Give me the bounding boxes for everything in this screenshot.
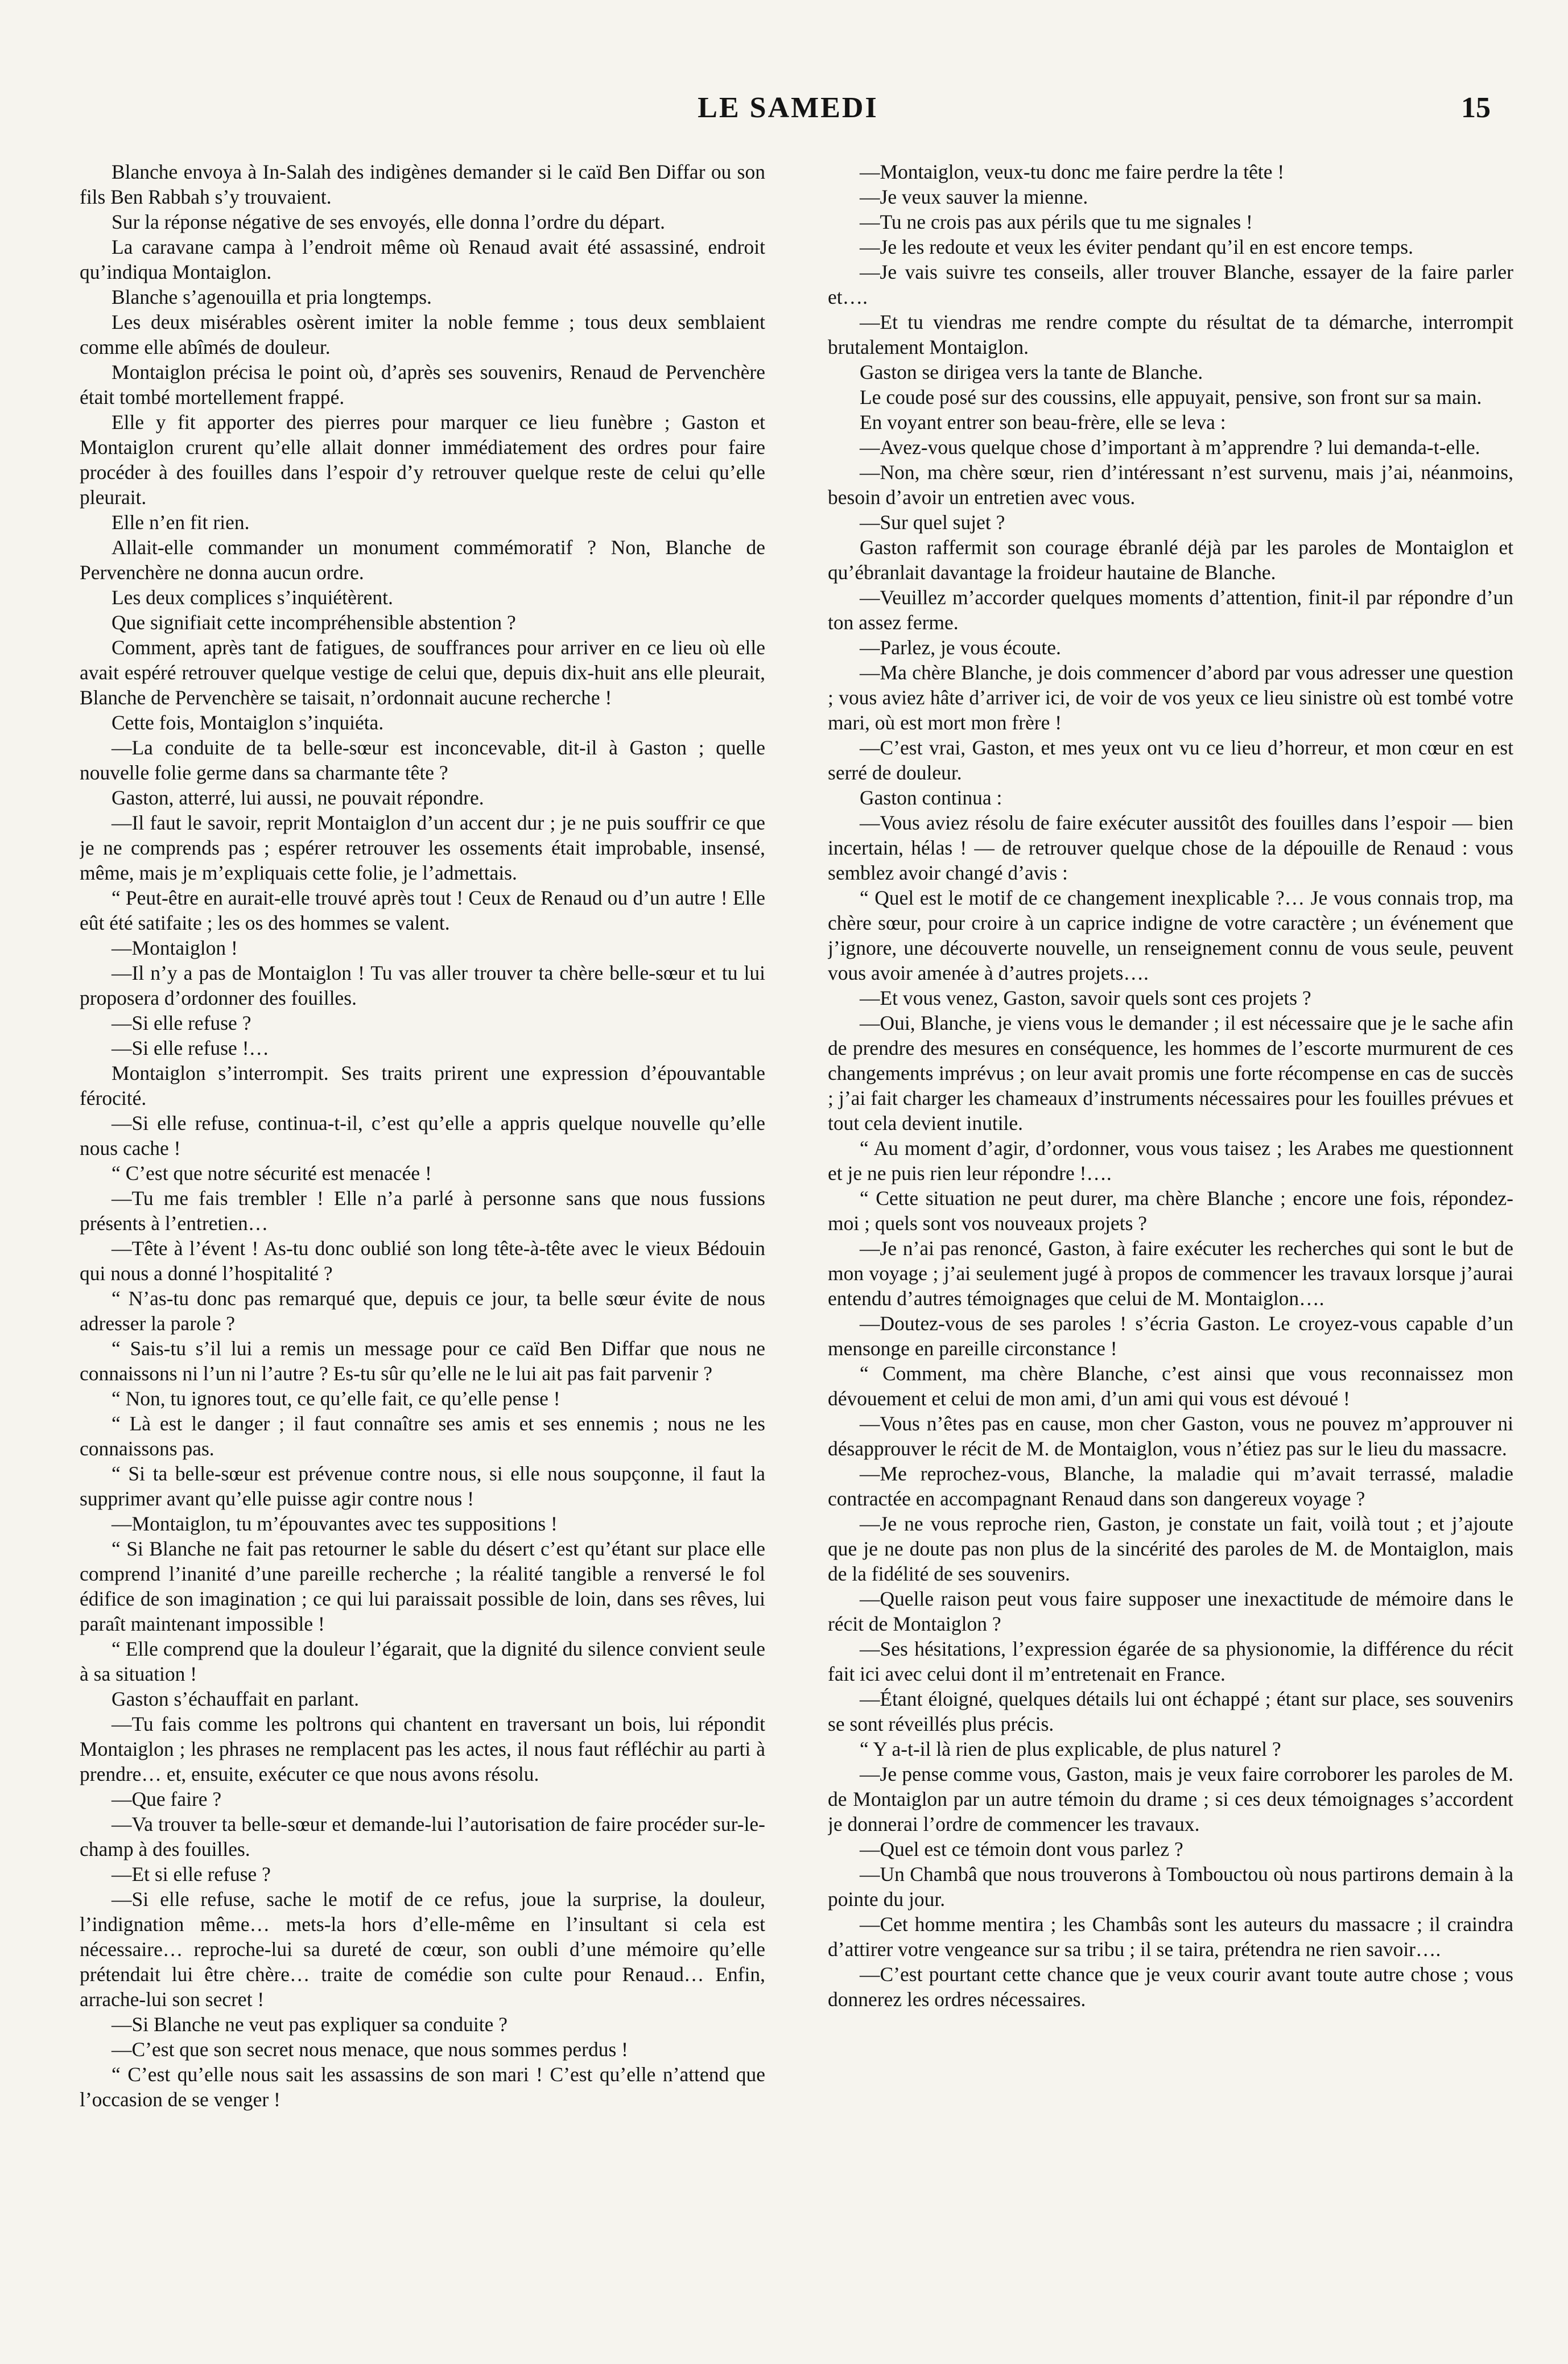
- paragraph: —Étant éloigné, quelques détails lui ont échappé ; étant sur place, ses souvenirs se sont réveillés plus précis.: [828, 1688, 1513, 1735]
- paragraph: “ Y a-t-il là rien de plus explicable, de plus naturel ?: [860, 1738, 1281, 1760]
- paragraph: Blanche envoya à In-Salah des indigènes demander si le caïd Ben Diffar ou son fils Ben Rabbah s’y trouvaient.: [80, 160, 765, 208]
- paragraph: —Je veux sauver la mienne.: [860, 185, 1088, 208]
- page-number: 15: [1461, 92, 1491, 124]
- paragraph: “ C’est qu’elle nous sait les assassins de son mari ! C’est qu’elle n’attend que l’occasion de se venger !: [80, 2063, 765, 2111]
- paragraph: “ Là est le danger ; il faut connaître ses amis et ses ennemis ; nous ne les connaissons pas.: [80, 1412, 765, 1460]
- paragraph: —Que faire ?: [112, 1788, 222, 1810]
- paragraph: —Vous n’êtes pas en cause, mon cher Gaston, vous ne pouvez m’approuver ni désapprouver le récit de M. de Montaiglon, vous n’étiez pas sur le lieu du massacre.: [828, 1412, 1513, 1460]
- paragraph: —Et tu viendras me rendre compte du résultat de ta démarche, interrompit brutalement Montaiglon.: [828, 311, 1513, 358]
- paragraph: —Si Blanche ne veut pas expliquer sa conduite ?: [112, 2013, 507, 2036]
- paragraph: Comment, après tant de fatigues, de souffrances pour arriver en ce lieu où elle avait espéré retrouver quelque vestige de celui que, depuis dix-huit ans elle pleurait, Blanche de Pervenchère se taisait, n’ordonnait aucune recherche !: [80, 636, 765, 709]
- paragraph: —Je pense comme vous, Gaston, mais je veux faire corroborer les paroles de M. de Montaiglon par un autre témoin du drame ; si ces deux témoignages s’accordent je donnerai l’ordre de commencer les travaux.: [828, 1763, 1513, 1835]
- paragraph: —Je n’ai pas renoncé, Gaston, à faire exécuter les recherches qui sont le but de mon voyage ; j’ai seulement jugé à propos de commencer les travaux lorsque j’aurai entendu d’autres témoignages que celui de M. Montaiglon….: [828, 1237, 1513, 1310]
- paragraph: Sur la réponse négative de ses envoyés, elle donna l’ordre du départ.: [112, 211, 665, 233]
- paragraph: —Ma chère Blanche, je dois commencer d’abord par vous adresser une question ; vous aviez hâte d’arriver ici, de voir de vos yeux ce lieu sinistre où est tombé votre mari, où est mort mon frère !: [828, 661, 1513, 734]
- paragraph: —Un Chambâ que nous trouverons à Tombouctou où nous partirons demain à la pointe du jour.: [828, 1863, 1513, 1911]
- right-text-column: [828, 159, 1513, 2310]
- paragraph: Montaiglon s’interrompit. Ses traits prirent une expression d’épouvantable férocité.: [80, 1062, 765, 1109]
- paragraph: “ C’est que notre sécurité est menacée !: [112, 1162, 432, 1185]
- running-title: LE SAMEDI: [698, 92, 878, 124]
- paragraph: —Quel est ce témoin dont vous parlez ?: [860, 1838, 1183, 1860]
- paragraph: Elle y fit apporter des pierres pour marquer ce lieu funèbre ; Gaston et Montaiglon crurent qu’elle allait donner immédiatement des ordres pour faire procéder à des fouilles dans l’espoir d’y retrouver quelque reste de celui qu’elle pleurait.: [80, 411, 765, 509]
- paragraph: —C’est pourtant cette chance que je veux courir avant toute autre chose ; vous donnerez les ordres nécessaires.: [828, 1963, 1513, 2011]
- paragraph: —Tu ne crois pas aux périls que tu me signales !: [860, 211, 1253, 233]
- paragraph: Le coude posé sur des coussins, elle appuyait, pensive, son front sur sa main.: [860, 386, 1482, 409]
- paragraph: “ Sais-tu s’il lui a remis un message pour ce caïd Ben Diffar que nous ne connaissons ni l’un ni l’autre ? Es-tu sûr qu’elle ne le lui ait pas fait parvenir ?: [80, 1337, 765, 1385]
- paragraph: —Tu me fais trembler ! Elle n’a parlé à personne sans que nous fussions présents à l’entretien…: [80, 1187, 765, 1235]
- paragraph: —Sur quel sujet ?: [860, 511, 1005, 534]
- paragraph: “ Elle comprend que la douleur l’égarait, que la dignité du silence convient seule à sa situation !: [80, 1637, 765, 1685]
- paragraph: “ Si Blanche ne fait pas retourner le sable du désert c’est qu’étant sur place elle comprend l’inanité d’une pareille recherche ; la réalité tangible a renversé le fol édifice de son imagination ; ce qui lui paraissait possible de loin, dans ses rêves, lui paraît maintenant impossible !: [80, 1537, 765, 1635]
- paragraph: Gaston raffermit son courage ébranlé déjà par les paroles de Montaiglon et qu’ébranlait davantage la froideur hautaine de Blanche.: [828, 536, 1513, 584]
- paragraph: —Si elle refuse, continua-t-il, c’est qu’elle a appris quelque nouvelle qu’elle nous cache !: [80, 1112, 765, 1160]
- paragraph: —Non, ma chère sœur, rien d’intéressant n’est survenu, mais j’ai, néanmoins, besoin d’avoir un entretien avec vous.: [828, 461, 1513, 509]
- paragraph: Gaston se dirigea vers la tante de Blanche.: [860, 361, 1203, 383]
- paragraph: —Avez-vous quelque chose d’important à m’apprendre ? lui demanda-t-elle.: [860, 436, 1480, 459]
- paragraph: —Oui, Blanche, je viens vous le demander ; il est nécessaire que je le sache afin de prendre des mesures en conséquence, les hommes de l’escorte murmurent de ces changements imprévus ; on leur avait promis une forte récompense en cas de succès ; j’ai fait charger les chameaux d’instruments nécessaires pour les fouilles prévues et tout cela devient inutile.: [828, 1012, 1513, 1134]
- paragraph: —C’est vrai, Gaston, et mes yeux ont vu ce lieu d’horreur, et mon cœur en est serré de douleur.: [828, 736, 1513, 784]
- paragraph: —Montaiglon, tu m’épouvantes avec tes suppositions !: [112, 1512, 558, 1535]
- paragraph: —La conduite de ta belle-sœur est inconcevable, dit-il à Gaston ; quelle nouvelle folie germe dans sa charmante tête ?: [80, 736, 765, 784]
- paragraph: “ Si ta belle-sœur est prévenue contre nous, si elle nous soupçonne, il faut la supprimer avant qu’elle puisse agir contre nous !: [80, 1462, 765, 1510]
- paragraph: —Si elle refuse ?: [112, 1012, 251, 1034]
- paragraph: Allait-elle commander un monument commémoratif ? Non, Blanche de Pervenchère ne donna aucun ordre.: [80, 536, 765, 584]
- paragraph: “ Quel est le motif de ce changement inexplicable ?… Je vous connais trop, ma chère sœur, pour croire à un caprice indigne de votre caractère ; un événement que j’ignore, une découverte nouvelle, un renseignement connu de vous seule, peuvent vous avoir amenée à d’autres projets….: [828, 886, 1513, 984]
- paragraph: “ Au moment d’agir, d’ordonner, vous vous taisez ; les Arabes me questionnent et je ne puis rien leur répondre !….: [828, 1137, 1513, 1185]
- paragraph: La caravane campa à l’endroit même où Renaud avait été assassiné, endroit qu’indiqua Montaiglon.: [80, 236, 765, 283]
- paragraph: —Et vous venez, Gaston, savoir quels sont ces projets ?: [860, 987, 1311, 1009]
- paragraph: —Et si elle refuse ?: [112, 1863, 271, 1886]
- paragraph: —Veuillez m’accorder quelques moments d’attention, finit-il par répondre d’un ton assez ferme.: [828, 586, 1513, 634]
- paragraph: “ Non, tu ignores tout, ce qu’elle fait, ce qu’elle pense !: [112, 1387, 560, 1410]
- paragraph: —Parlez, je vous écoute.: [860, 636, 1061, 659]
- paragraph: Gaston continua :: [860, 786, 1002, 809]
- paragraph: —Je vais suivre tes conseils, aller trouver Blanche, essayer de la faire parler et….: [828, 261, 1513, 308]
- paragraph: Les deux complices s’inquiétèrent.: [112, 586, 393, 609]
- paragraph: —Montaiglon, veux-tu donc me faire perdre la tête !: [860, 160, 1285, 183]
- paragraph: Que signifiait cette incompréhensible abstention ?: [112, 611, 516, 634]
- paragraph: —Vous aviez résolu de faire exécuter aussitôt des fouilles dans l’espoir — bien incertain, hélas ! — de retrouver quelque chose de la dépouille de Renaud : vous semblez avoir changé d’avis :: [828, 811, 1513, 884]
- paragraph: —Tu fais comme les poltrons qui chantent en traversant un bois, lui répondit Montaiglon ; les phrases ne remplacent pas les actes, il nous faut réfléchir au parti à prendre… et, ensuite, exécuter ce que nous avons résolu.: [80, 1713, 765, 1785]
- page-header: [85, 85, 1491, 148]
- paragraph: —Tête à l’évent ! As-tu donc oublié son long tête-à-tête avec le vieux Bédouin qui nous a donné l’hospitalité ?: [80, 1237, 765, 1285]
- left-text-column: [80, 159, 765, 2310]
- paragraph: “ N’as-tu donc pas remarqué que, depuis ce jour, ta belle sœur évite de nous adresser la parole ?: [80, 1287, 765, 1335]
- paragraph: —Il n’y a pas de Montaiglon ! Tu vas aller trouver ta chère belle-sœur et tu lui proposera d’ordonner des fouilles.: [80, 962, 765, 1009]
- paragraph: En voyant entrer son beau-frère, elle se leva :: [860, 411, 1226, 434]
- paragraph: “ Peut-être en aurait-elle trouvé après tout ! Ceux de Renaud ou d’un autre ! Elle eût été satifaite ; les os des hommes se valent.: [80, 886, 765, 934]
- paragraph: “ Comment, ma chère Blanche, c’est ainsi que vous reconnaissez mon dévouement et celui de mon ami, d’un ami qui vous est dévoué !: [828, 1362, 1513, 1410]
- paragraph: —Je ne vous reproche rien, Gaston, je constate un fait, voilà tout ; et j’ajoute que je ne doute pas non plus de la sincérité des paroles de M. de Montaiglon, mais de la fidélité de ses souvenirs.: [828, 1512, 1513, 1585]
- paragraph: Elle n’en fit rien.: [112, 511, 250, 534]
- paragraph: —Va trouver ta belle-sœur et demande-lui l’autorisation de faire procéder sur-le-champ à des fouilles.: [80, 1813, 765, 1860]
- paragraph: —C’est que son secret nous menace, que nous sommes perdus !: [112, 2038, 629, 2061]
- paragraph: —Ses hésitations, l’expression égarée de sa physionomie, la différence du récit fait ici avec celui dont il m’entretenait en France.: [828, 1637, 1513, 1685]
- paragraph: —Cet homme mentira ; les Chambâs sont les auteurs du massacre ; il craindra d’attirer votre vengeance sur sa tribu ; il se taira, prétendra ne rien savoir….: [828, 1913, 1513, 1961]
- paragraph: —Me reprochez-vous, Blanche, la maladie qui m’avait terrassé, maladie contractée en accompagnant Renaud dans son dangereux voyage ?: [828, 1462, 1513, 1510]
- paragraph: Gaston s’échauffait en parlant.: [112, 1688, 360, 1710]
- paragraph: —Quelle raison peut vous faire supposer une inexactitude de mémoire dans le récit de Montaiglon ?: [828, 1587, 1513, 1635]
- paragraph: —Montaiglon !: [112, 936, 238, 959]
- paragraph: —Si elle refuse !…: [112, 1037, 270, 1059]
- paragraph: —Doutez-vous de ses paroles ! s’écria Gaston. Le croyez-vous capable d’un mensonge en pareille circonstance !: [828, 1312, 1513, 1360]
- paragraph: —Il faut le savoir, reprit Montaiglon d’un accent dur ; je ne puis souffrir ce que je ne comprends pas ; espérer retrouver les ossements était improbable, insensé, même, mais je m’expliquais cette folie, je l’admettais.: [80, 811, 765, 884]
- paragraph: Gaston, atterré, lui aussi, ne pouvait répondre.: [112, 786, 484, 809]
- paragraph: Cette fois, Montaiglon s’inquiéta.: [112, 711, 384, 734]
- paragraph: “ Cette situation ne peut durer, ma chère Blanche ; encore une fois, répondez-moi ; quels sont vos nouveaux projets ?: [828, 1187, 1513, 1235]
- paragraph: Les deux misérables osèrent imiter la noble femme ; tous deux semblaient comme elle abîmés de douleur.: [80, 311, 765, 358]
- paragraph: —Je les redoute et veux les éviter pendant qu’il en est encore temps.: [860, 236, 1413, 258]
- paragraph: Montaiglon précisa le point où, d’après ses souvenirs, Renaud de Pervenchère était tombé mortellement frappé.: [80, 361, 765, 409]
- paragraph: —Si elle refuse, sache le motif de ce refus, joue la surprise, la douleur, l’indignation même… mets-la hors d’elle-même en l’insultant si cela est nécessaire… reproche-lui sa dureté de cœur, son oubli d’une mémoire qu’elle prétendait lui être chère… traite de comédie son culte pour Renaud… Enfin, arrache-lui son secret !: [80, 1888, 765, 2011]
- paragraph: Blanche s’agenouilla et pria longtemps.: [112, 286, 432, 308]
